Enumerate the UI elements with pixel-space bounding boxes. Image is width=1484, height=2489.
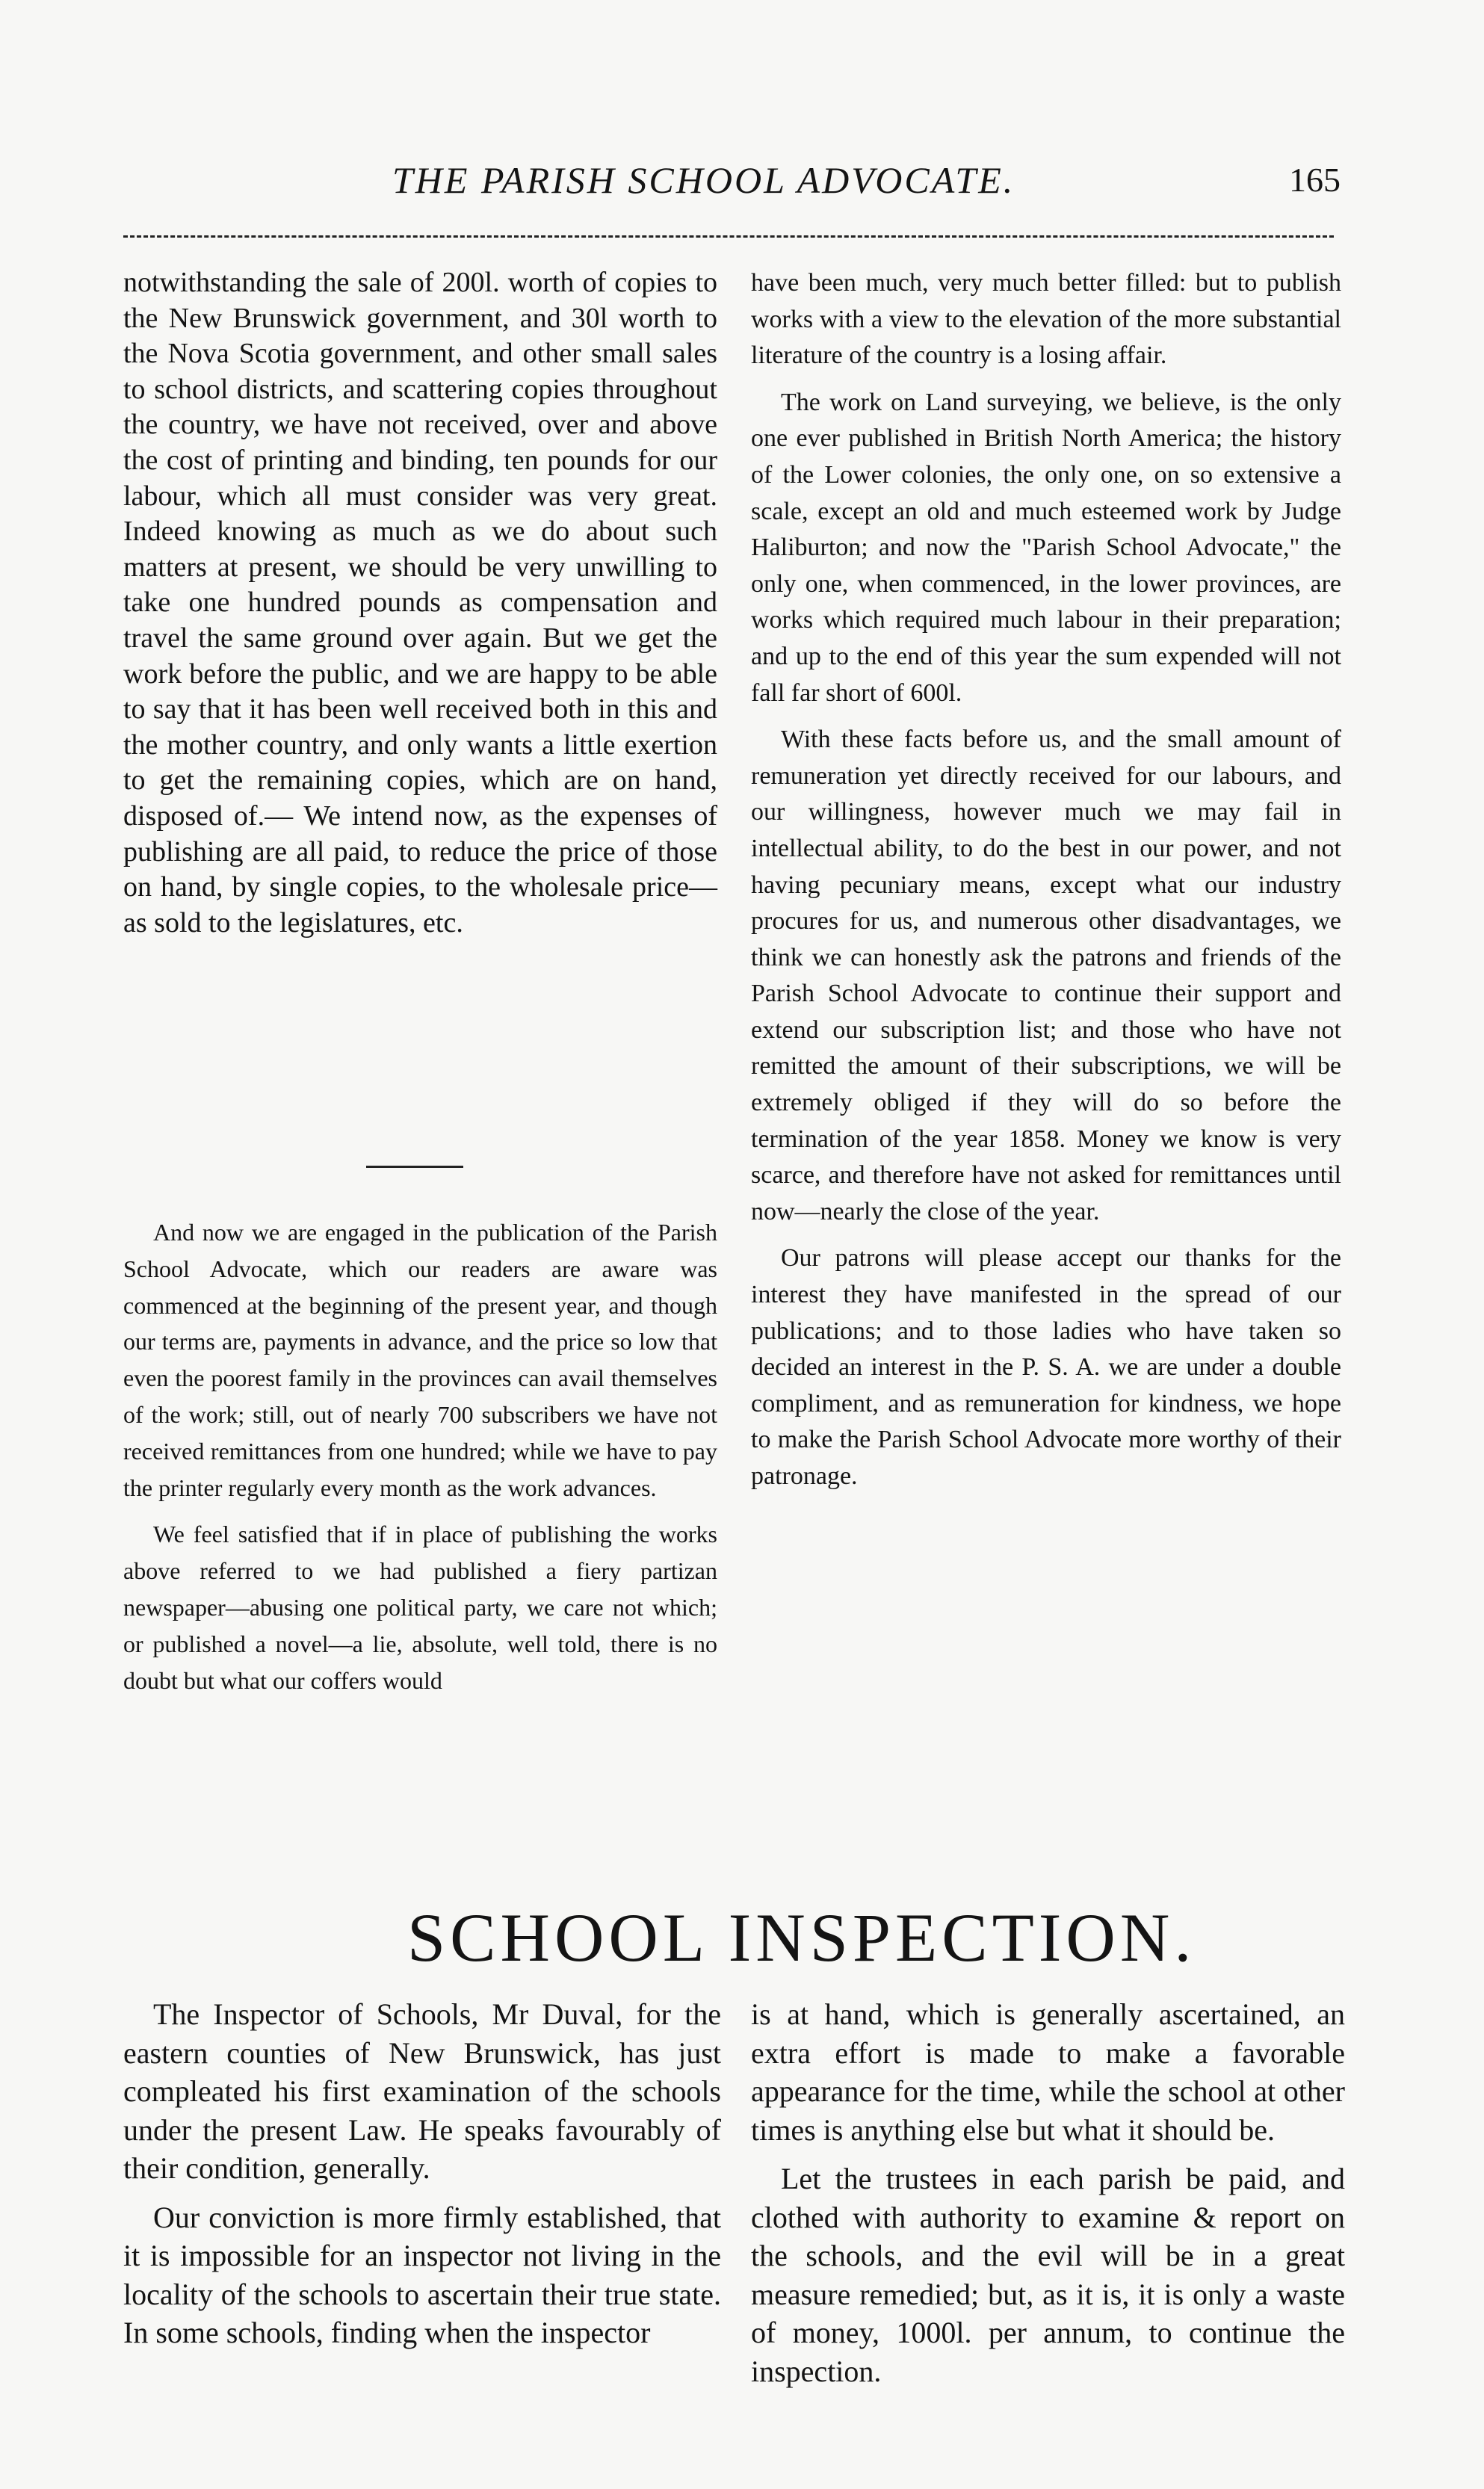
paragraph: Our patrons will please accept our thanks for the interest they have manifested in the spread of our publications; and to those ladies who have taken so decided an interest in the P. S. A. we are under a double compliment, and as remuneration for kindness, we hope to make the Parish School Advocate more worthy of their patronage.: [751, 1244, 1341, 1490]
right-column-top: [751, 265, 1341, 1506]
running-title: THE PARISH SCHOOL ADVOCATE.: [392, 159, 1015, 201]
paragraph: notwithstanding the sale of 200l. worth of copies to the New Brunswick government, and 30l worth to the Nova Scotia government, and other small sales to school districts, and scattering copies throughout the country, we have not received, over and above the cost of printing and binding, ten pounds for our labour, which all must consider was very great. Indeed knowing as much as we do about such matters at present, we should be very unwilling to take one hundred pounds as compensation and travel the same ground over again. But we get the work before the public, and we are happy to be able to say that it has been well received both in this and the mother country, and only wants a little exertion to get the remaining copies, which are on hand, disposed of.— We intend now, as the expenses of publishing are all paid, to reduce the price of those on hand, by single copies, to the wholesale price—as sold to the legislatures, etc.: [123, 267, 717, 939]
paragraph: Let the trustees in each parish be paid, and clothed with authority to examine & report on the schools, and the evil will be in a great measure remedied; but, as it is, it is only a waste of money, 1000l. per annum, to continue the inspection.: [751, 2162, 1345, 2388]
running-header: [321, 158, 1367, 211]
section-heading: SCHOOL INSPECTION.: [407, 1899, 1196, 1976]
page-number: 165: [1289, 161, 1341, 199]
header-divider: [123, 235, 1334, 238]
paragraph: is at hand, which is generally ascertained, an extra effort is made to make a favorable appearance for the time, while the school at other times is anything else but what it should be.: [751, 1997, 1345, 2147]
paragraph: We feel satisfied that if in place of publishing the works above referred to we had published a fiery partizan newspaper—abusing one political party, we care not which; or published a novel—a lie, absolute, well told, there is no doubt but what our coffers would: [123, 1521, 717, 1694]
section-left-column: [123, 1995, 721, 2363]
section-divider: [366, 1166, 463, 1168]
section-right-column: [751, 1995, 1345, 2401]
left-column-middle: [123, 1214, 717, 1709]
paragraph: The Inspector of Schools, Mr Duval, for the eastern counties of New Brunswick, has just compleated his first examination of the schools under the present Law. He speaks favourably of their condition, generally.: [123, 1997, 721, 2185]
paragraph: The work on Land surveying, we believe, is the only one ever published in British North America; the history of the Lower colonies, the only one, on so extensive a scale, except an old and much esteemed work by Judge Haliburton; and now the "Parish School Advocate," the only one, when commenced, in the lower provinces, are works which required much labour in their preparation; and up to the end of this year the sum expended will not fall far short of 600l.: [751, 388, 1341, 707]
paragraph: With these facts before us, and the small amount of remuneration yet directly received for our labours, and our willingness, however much we may fail in intellectual ability, to do the best in our power, and not having pecuniary means, except what our industry procures for us, and numerous other disadvantages, we think we can honestly ask the patrons and friends of the Parish School Advocate to continue their support and extend our subscription list; and those who have not remitted the amount of their subscriptions, we will be extremely obliged if they will do so before the termination of the year 1858. Money we know is very scarce, and therefore have not asked for remittances until now—nearly the close of the year.: [751, 726, 1341, 1225]
left-column-top: [123, 265, 717, 951]
paragraph: And now we are engaged in the publication of the Parish School Advocate, which our readers are aware was commenced at the beginning of the present year, and though our terms are, payments in advance, and the price so low that even the poorest family in the provinces can avail themselves of the work; still, out of nearly 700 subscribers we have not received remittances from one hundred; while we have to pay the printer regularly every month as the work advances.: [123, 1219, 717, 1501]
paragraph: Our conviction is more firmly established, that it is impossible for an inspector not living in the locality of the schools to ascertain their true state. In some schools, finding when the inspector: [123, 2200, 721, 2349]
paragraph: have been much, very much better filled: but to publish works with a view to the elevation of the more substantial literature of the country is a losing affair.: [751, 269, 1341, 370]
